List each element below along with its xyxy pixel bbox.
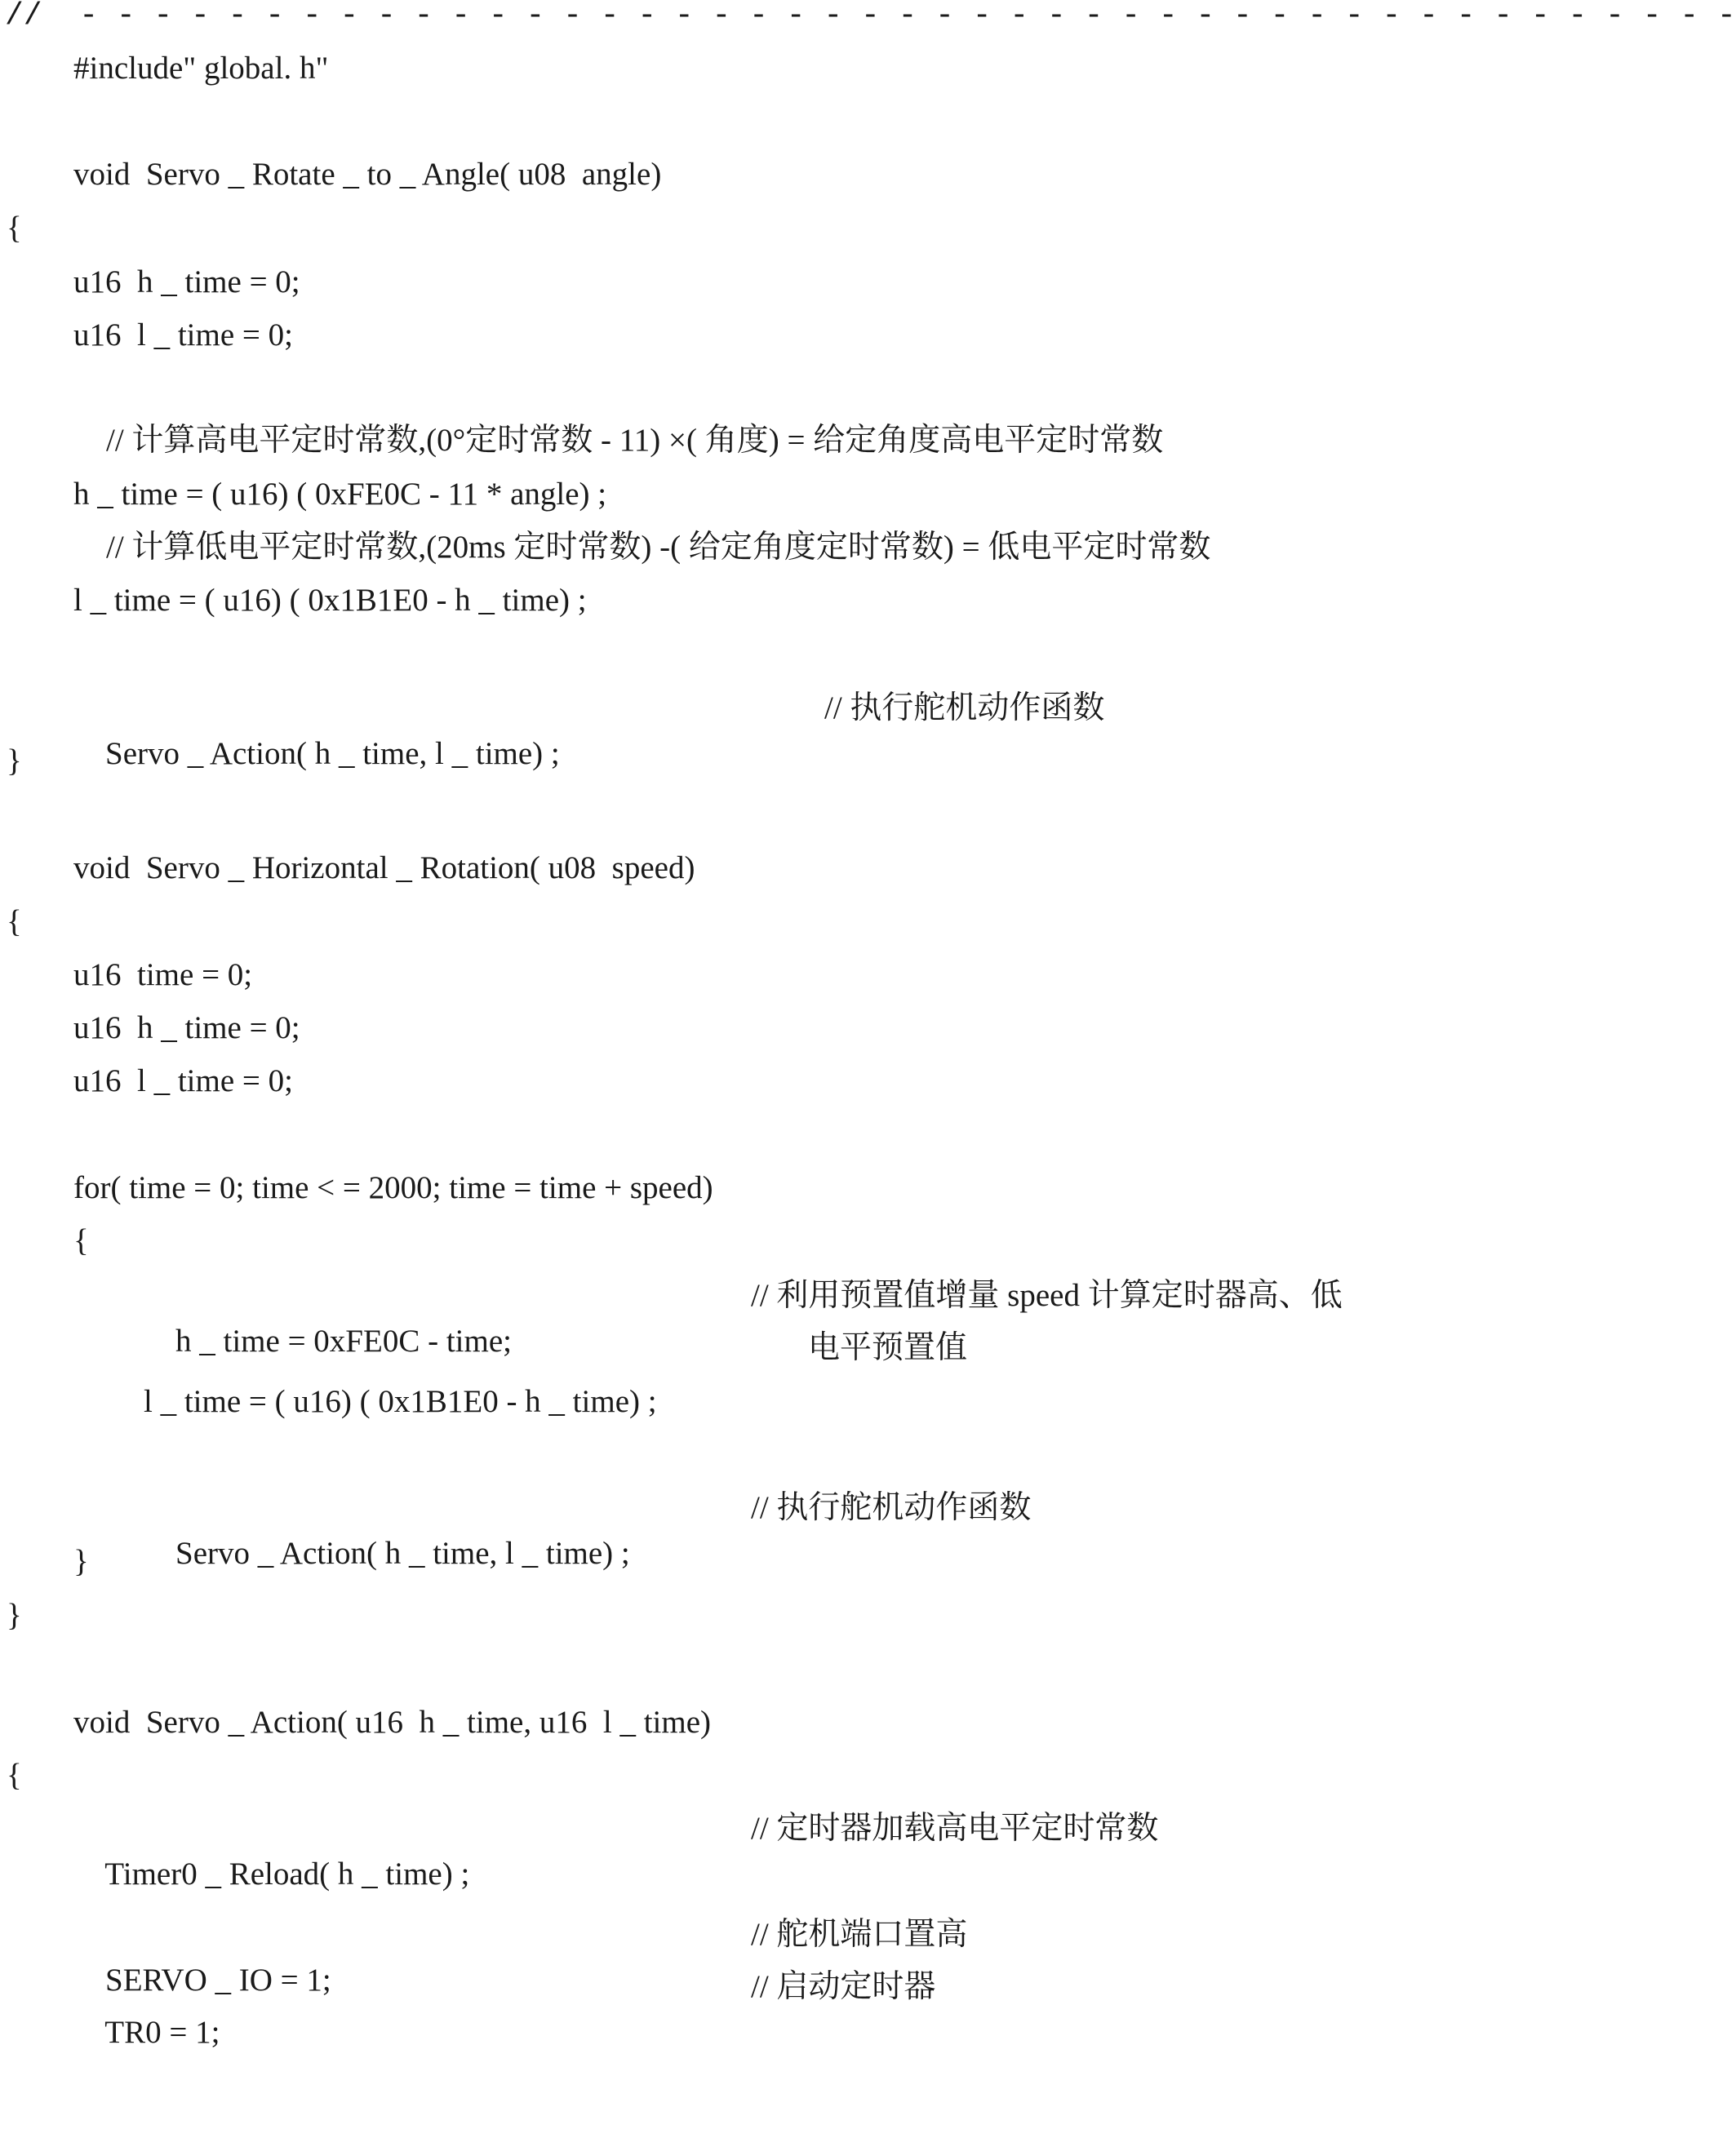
close-brace: }	[7, 1598, 22, 1633]
code-line: l _ time = ( u16) ( 0x1B1E0 - h _ time) ;	[73, 583, 587, 618]
code-line: u16 l _ time = 0;	[73, 1063, 293, 1098]
function-signature-horizontal-rotation: void Servo _ Horizontal _ Rotation( u08 speed)	[73, 850, 695, 885]
code-line	[73, 1806, 1159, 1892]
function-signature-servo-action: void Servo _ Action( u16 h _ time, u16 l _ time)	[73, 1705, 712, 1740]
code-line	[73, 685, 1105, 771]
inline-comment: // 利用预置值增量 speed 计算定时器高、低	[751, 1278, 1343, 1313]
code-line: u16 h _ time = 0;	[73, 1010, 300, 1045]
inline-comment: // 启动定时器	[751, 1969, 936, 2004]
inline-comment: // 执行舵机动作函数	[824, 690, 1105, 725]
open-brace: {	[7, 904, 22, 939]
close-brace: }	[73, 1544, 89, 1579]
comment-line: // 计算低电平定时常数,(20ms 定时常数) -( 给定角度定时常数) = 低电平定时常数	[106, 530, 1211, 565]
code-text: Servo _ Action( h _ time, l _ time) ;	[105, 736, 560, 771]
close-brace: }	[7, 743, 22, 779]
code-line	[144, 1485, 1032, 1571]
open-brace: {	[7, 211, 22, 246]
open-brace: {	[7, 1758, 22, 1793]
inline-comment: // 定时器加载高电平定时常数	[751, 1811, 1159, 1846]
code-text: TR0 = 1;	[104, 2015, 220, 2050]
code-text: Timer0 _ Reload( h _ time) ;	[104, 1856, 470, 1892]
code-line: u16 h _ time = 0;	[73, 264, 300, 299]
code-line: l _ time = ( u16) ( 0x1B1E0 - h _ time) ;	[144, 1384, 657, 1419]
code-line: h _ time = ( u16) ( 0xFE0C - 11 * angle) ;	[73, 477, 607, 512]
inline-comment-continuation: 电平预置值	[808, 1330, 968, 1365]
code-text: SERVO _ IO = 1;	[105, 1963, 331, 1998]
inline-comment: // 舵机端口置高	[751, 1917, 968, 1952]
code-text: Servo _ Action( h _ time, l _ time) ;	[175, 1536, 630, 1571]
include-directive: #include" global. h"	[73, 51, 329, 86]
function-signature-rotate-to-angle: void Servo _ Rotate _ to _ Angle( u08 angle)	[73, 157, 662, 192]
for-loop-header: for( time = 0; time < = 2000; time = time + speed)	[73, 1170, 713, 1205]
code-text: h _ time = 0xFE0C - time;	[175, 1324, 512, 1359]
code-line: u16 time = 0;	[73, 957, 253, 992]
separator-comment-line: // - - - - - - - - - - - - - - - - - - - - - - - - - - - - - - - - - - - - - - - - - - - - -	[5, 0, 1736, 33]
code-line: u16 l _ time = 0;	[73, 317, 293, 353]
open-brace: {	[73, 1223, 89, 1258]
comment-line: // 计算高电平定时常数,(0°定时常数 - 11) ×( 角度) = 给定角度高电平定时常数	[106, 423, 1164, 458]
inline-comment: // 执行舵机动作函数	[751, 1490, 1032, 1525]
